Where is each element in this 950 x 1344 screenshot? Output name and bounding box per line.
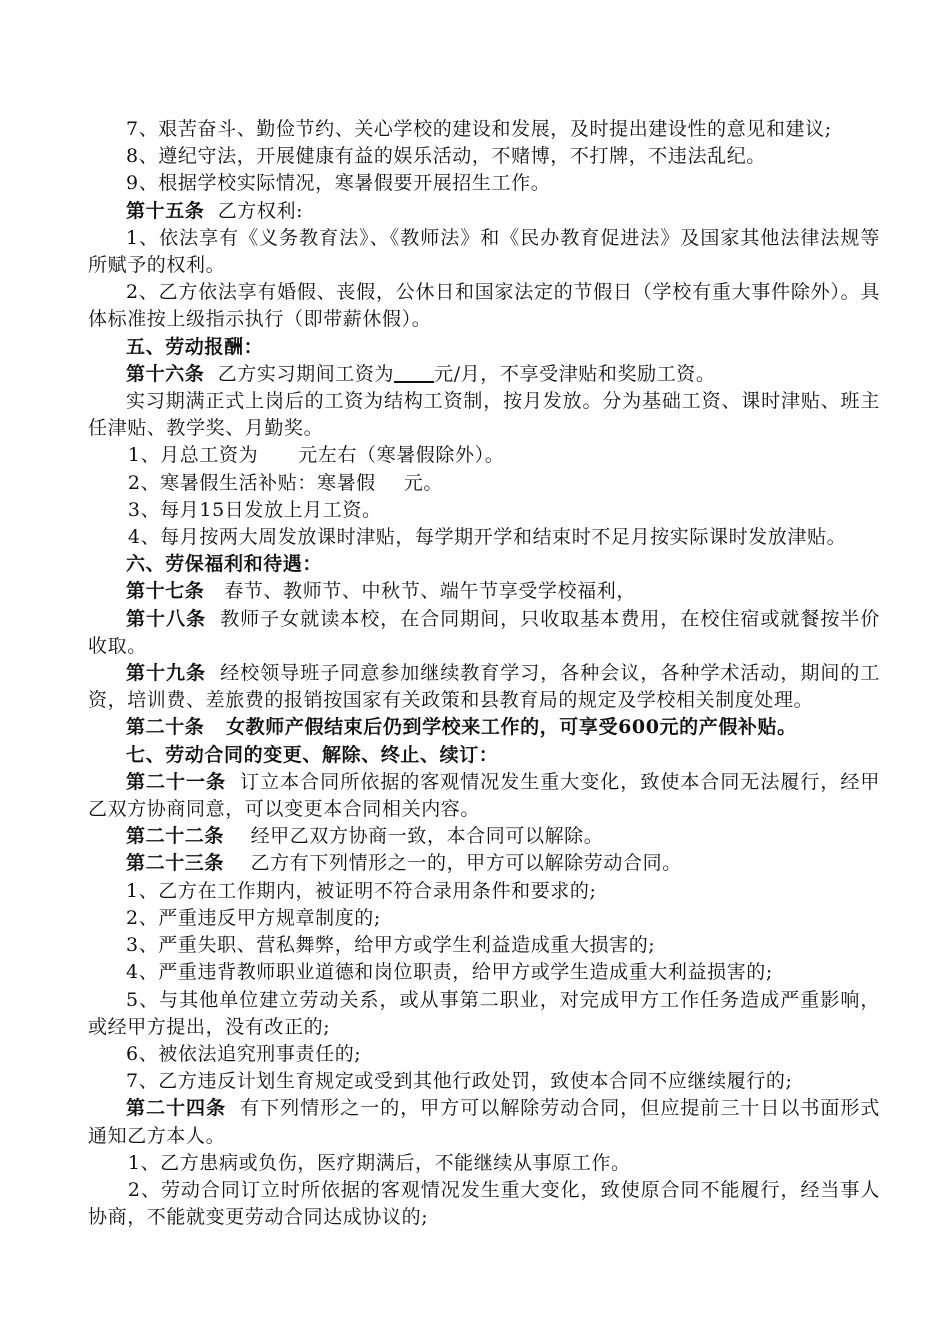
section-7-heading: 七、劳动合同的变更、解除、终止、续订： [126, 743, 499, 766]
item-2-pre: 2、寒暑假生活补贴：寒暑假 [127, 471, 376, 494]
article-24-title: 第二十四条 [126, 1097, 227, 1120]
article-15-item-2: 2、乙方依法享有婚假、丧假，公休日和国家法定的节假日（学校有重大事件除外）。具体标准按上级指示执行（即带薪休假）。 [88, 281, 880, 331]
article-21-title: 第二十一条 [126, 770, 227, 793]
article-23-text: 乙方有下列情形之一的，甲方可以解除劳动合同。 [250, 852, 682, 875]
article-23-item-4: 4、严重违背教师职业道德和岗位职责，给甲方或学生造成重大利益损害的; [126, 961, 773, 984]
article-23-item-2: 2、严重违反甲方规章制度的; [126, 906, 381, 929]
article-18-title: 第十八条 [126, 607, 207, 630]
article-16-item-3: 3、每月15日发放上月工资。 [127, 498, 382, 521]
article-21 [88, 769, 880, 823]
item-1-post: 元左右（寒暑假除外）。 [298, 444, 505, 467]
clause-7: 7、艰苦奋斗、勤俭节约、关心学校的建设和发展，及时提出建设性的意见和建议; [126, 118, 832, 140]
article-23-item-6: 6、被依法追究刑事责任的; [126, 1042, 362, 1065]
wage-blank [394, 363, 434, 383]
contract-page [88, 116, 880, 1231]
article-15 [88, 198, 880, 225]
article-17 [88, 578, 880, 605]
article-24-item-1: 1、乙方患病或负伤，医疗期满后，不能继续从事原工作。 [127, 1151, 631, 1174]
article-23-title: 第二十三条 [126, 852, 225, 875]
article-19-text: 经校领导班子同意参加继续教育学习，各种会议，各种学术活动，期间的工资，培训费、差旅费的报销按国家有关政策和县教育局的规定及学校相关制度处理。 [88, 662, 881, 712]
article-16-item-4: 4、每月按两大周发放课时津贴，每学期开学和结束时不足月按实际课时发放津贴。 [127, 526, 847, 549]
article-24-text: 有下列情形之一的，甲方可以解除劳动合同，但应提前三十日以书面形式通知乙方本人。 [88, 1097, 881, 1147]
article-17-text: 春节、教师节、中秋节、端午节享受学校福利， [224, 580, 636, 603]
article-19-title: 第十九条 [126, 662, 207, 685]
article-19 [88, 660, 880, 714]
article-22 [88, 823, 880, 850]
article-16-para-2: 实习期满正式上岗后的工资为结构工资制，按月发放。分为基础工资、课时津贴、班主任津贴、教学奖、月勤奖。 [88, 390, 880, 440]
item-2-post: 元。 [403, 471, 443, 494]
article-16-item-2 [88, 470, 880, 497]
article-23-item-7: 7、乙方违反计划生育规定或受到其他行政处罚，致使本合同不应继续履行的; [126, 1070, 793, 1093]
article-21-text: 订立本合同所依据的客观情况发生重大变化，致使本合同无法履行，经甲乙双方协商同意，可以变更本合同相关内容。 [88, 770, 881, 821]
article-15-text: 乙方权利: [217, 199, 304, 222]
article-23-item-3: 3、严重失职、营私舞弊，给甲方或学生利益造成重大损害的; [126, 934, 656, 957]
article-23 [88, 850, 880, 877]
article-20-title: 第二十条 [126, 716, 205, 739]
clause-8: 8、遵纪守法，开展健康有益的娱乐活动，不赌博，不打牌，不违法乱纪。 [126, 145, 766, 168]
section-5-heading: 五、劳动报酬： [126, 335, 264, 358]
article-16-item-1 [88, 442, 880, 469]
article-15-title: 第十五条 [126, 199, 205, 222]
article-20-text: 女教师产假结束后仍到学校来工作的，可享受600元的产假补贴。 [226, 716, 797, 739]
article-16-text-post: 元/月，不享受津贴和奖励工资。 [434, 362, 716, 385]
article-24-item-2: 2、劳动合同订立时所依据的客观情况发生重大变化，致使原合同不能履行，经当事人协商，不能就变更劳动合同达成协议的; [88, 1178, 880, 1229]
article-18 [88, 606, 880, 660]
section-6-heading: 六、劳保福利和待遇： [126, 553, 323, 576]
article-22-text: 经甲乙双方协商一致，本合同可以解除。 [250, 825, 604, 848]
item-1-pre: 1、月总工资为 [127, 444, 259, 467]
article-17-title: 第十七条 [126, 580, 205, 603]
article-22-title: 第二十二条 [126, 825, 225, 848]
article-23-item-1: 1、乙方在工作期内，被证明不符合录用条件和要求的; [126, 879, 597, 902]
article-15-item-1: 1、依法享有《义务教育法》、《教师法》和《民办教育促进法》及国家其他法律法规等所赋予的权利。 [88, 226, 880, 277]
article-16 [88, 361, 880, 388]
article-23-item-5: 5、与其他单位建立劳动关系，或从事第二职业，对完成甲方工作任务造成严重影响，或经甲方提出，没有改正的; [88, 988, 880, 1038]
article-20 [88, 714, 880, 741]
article-18-text: 教师子女就读本校，在合同期间，只收取基本费用，在校住宿或就餐按半价收取。 [88, 607, 881, 657]
article-16-title: 第十六条 [126, 362, 205, 385]
article-16-text-pre: 乙方实习期间工资为 [217, 362, 395, 385]
clause-9: 9、根据学校实际情况，寒暑假要开展招生工作。 [126, 172, 551, 195]
article-24 [88, 1095, 880, 1149]
